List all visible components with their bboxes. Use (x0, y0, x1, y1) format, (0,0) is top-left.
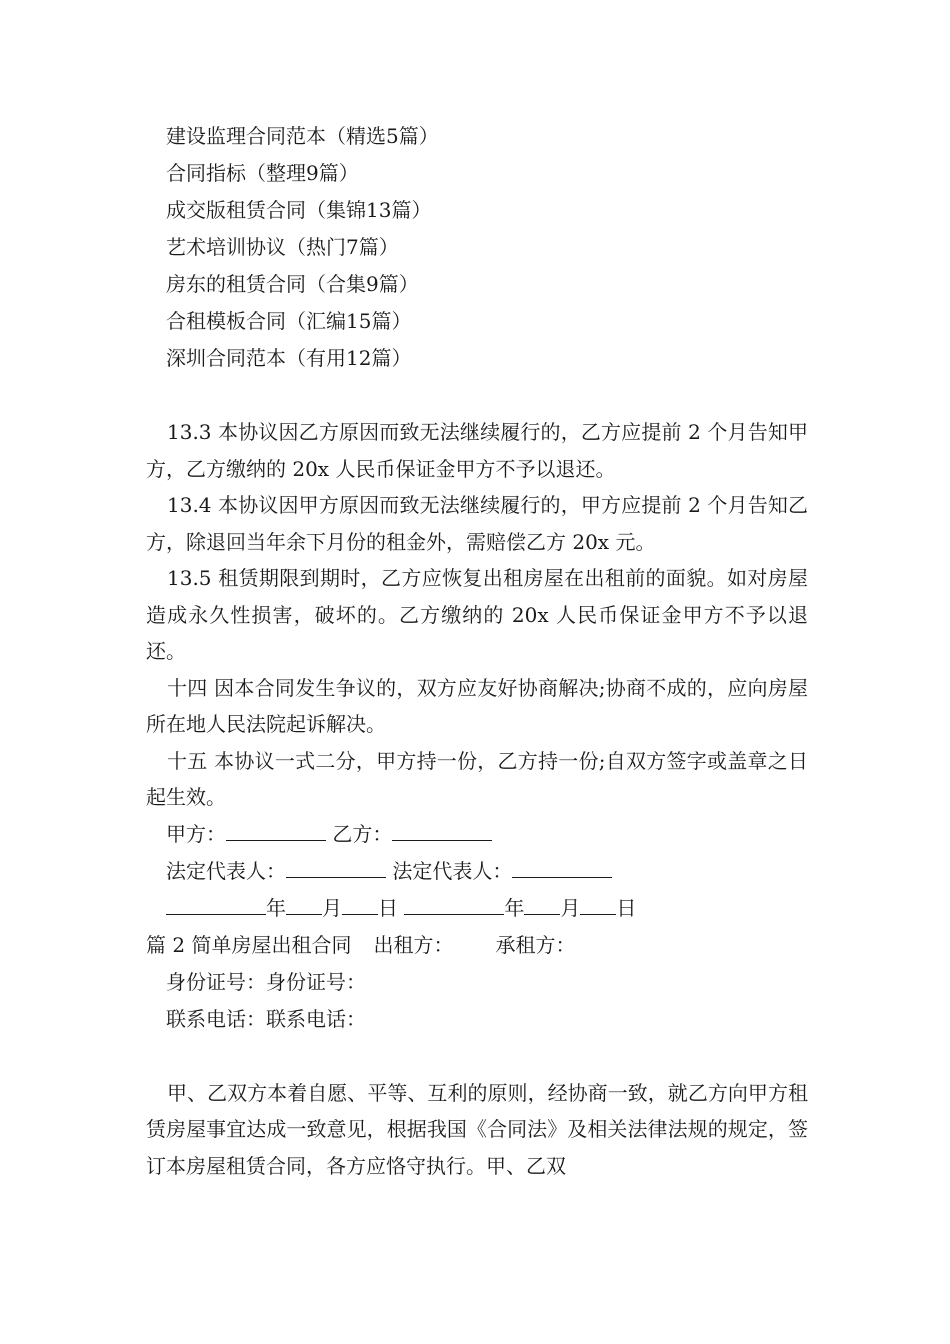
date-b-year-blank[interactable] (404, 892, 504, 915)
section2-body (146, 1075, 808, 1185)
date-b-month-blank[interactable] (524, 892, 560, 915)
date-day-label: 日 (616, 895, 637, 920)
section2-heading-row (146, 927, 808, 964)
related-link[interactable] (146, 266, 808, 303)
document-page (146, 118, 808, 1184)
section2-heading: 篇 2 简单房屋出租合同 (146, 932, 352, 957)
related-links-list (146, 118, 808, 377)
related-link[interactable] (146, 303, 808, 340)
related-link-text[interactable]: 合同指标（整理9篇） (166, 161, 359, 185)
spacer (146, 1038, 808, 1075)
related-link[interactable] (146, 155, 808, 192)
party-b-label: 乙方： (332, 821, 393, 846)
related-link-text[interactable]: 合租模板合同（汇编15篇） (166, 309, 412, 333)
date-a-year-blank[interactable] (166, 892, 266, 915)
contract-body (146, 414, 808, 816)
phone-row (146, 1001, 808, 1038)
rep-b-blank[interactable] (512, 855, 612, 878)
clause-13-4: 13.4 本协议因甲方原因而致无法继续履行的，甲方应提前 2 个月告知乙方，除退回当年余下月份的租金外，需赔偿乙方 20x 元。 (146, 493, 808, 554)
related-link[interactable] (146, 192, 808, 229)
date-a-day-blank[interactable] (342, 892, 378, 915)
related-link-text[interactable]: 深圳合同范本（有用12篇） (166, 346, 412, 370)
section2-intro: 甲、乙双方本着自愿、平等、互利的原则，经协商一致，就乙方向甲方租赁房屋事宜达成一致意见，根据我国《合同法》及相关法律法规的规定，签订本房屋租赁合同，各方应恪守执行。甲、乙双 (146, 1080, 808, 1178)
clause-13-3: 13.3 本协议因乙方原因而致无法继续履行的，乙方应提前 2 个月告知甲方，乙方缴纳的 20x 人民币保证金甲方不予以退还。 (146, 420, 808, 481)
date-year-label: 年 (266, 895, 286, 920)
clause-14: 十四 因本合同发生争议的，双方应友好协商解决;协商不成的，应向房屋所在地人民法院起诉解决。 (146, 675, 808, 736)
related-link-text[interactable]: 建设监理合同范本（精选5篇） (166, 124, 439, 148)
signature-rep-row (146, 853, 808, 890)
party-a-label: 甲方： (166, 821, 226, 846)
rep-a-blank[interactable] (286, 855, 386, 878)
clause-13-5: 13.5 租赁期限到期时，乙方应恢复出租房屋在出租前的面貌。如对房屋造成永久性损害，破坏的。乙方缴纳的 20x 人民币保证金甲方不予以退还。 (146, 566, 808, 663)
party-b-blank[interactable] (392, 818, 492, 841)
date-year-label: 年 (504, 895, 525, 920)
signature-party-row (146, 816, 808, 853)
id-number-row (146, 964, 808, 1001)
rep-b-label: 法定代表人： (392, 858, 513, 883)
signature-date-row (146, 890, 808, 927)
date-month-label: 月 (322, 895, 342, 920)
related-link[interactable] (146, 118, 808, 155)
party-a-blank[interactable] (226, 818, 326, 841)
clause-15: 十五 本协议一式二分，甲方持一份，乙方持一份;自双方签字或盖章之日起生效。 (146, 748, 808, 809)
phone-labels: 联系电话：联系电话： (166, 1006, 366, 1031)
date-day-label: 日 (378, 895, 398, 920)
date-b-day-blank[interactable] (580, 892, 616, 915)
lessor-label: 出租方： (373, 932, 454, 957)
related-link[interactable] (146, 340, 808, 377)
lessee-label: 承租方： (495, 932, 576, 957)
rep-a-label: 法定代表人： (166, 858, 286, 883)
date-a-month-blank[interactable] (286, 892, 322, 915)
related-link-text[interactable]: 艺术培训协议（热门7篇） (166, 235, 399, 259)
spacer (146, 377, 808, 414)
id-number-labels: 身份证号：身份证号： (166, 969, 366, 994)
related-link-text[interactable]: 房东的租赁合同（合集9篇） (166, 272, 419, 296)
related-link-text[interactable]: 成交版租赁合同（集锦13篇） (166, 198, 432, 222)
date-month-label: 月 (560, 895, 581, 920)
related-link[interactable] (146, 229, 808, 266)
